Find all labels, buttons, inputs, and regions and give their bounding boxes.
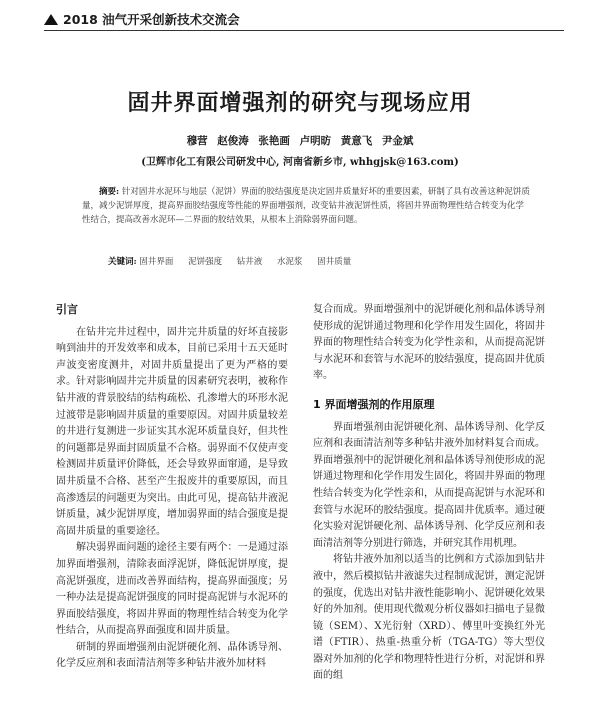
keyword: 固井质量 xyxy=(317,257,352,267)
abstract-label: 摘要: xyxy=(99,187,120,197)
author: 赵俊涛 xyxy=(217,135,249,147)
right-column xyxy=(313,302,545,685)
author-list xyxy=(0,133,600,148)
author: 卢明昉 xyxy=(299,135,332,147)
intro-paragraph: 研制的界面增强剂由泥饼硬化剂、晶体诱导剂、化学反应剂和表面清洁剂等多种钻井液外加材料 xyxy=(56,641,288,670)
intro-heading: 引言 xyxy=(56,303,78,316)
abstract xyxy=(82,185,530,227)
triangle-mark-icon xyxy=(44,14,58,25)
keyword: 水泥浆 xyxy=(277,257,303,267)
keyword: 固井界面 xyxy=(139,257,174,267)
intro-paragraph: 解决弱界面问题的途径主要有两个：一是通过添加界面增强剂，清除表面浮泥饼，降低泥饼厚度，提高泥饼强度，进而改善界面结构，提高界面强度；另一种办法是提高泥饼强度的同时提高泥饼与水泥环的界面胶结强度，将固井界面的物理性结合转变为化学性结合，从而提高界面强度和固井质量。 xyxy=(56,542,288,637)
running-header-text: 2018 油气开采创新技术交流会 xyxy=(63,12,240,27)
left-column xyxy=(56,302,288,673)
affiliation: (卫辉市化工有限公司研发中心, 河南省新乡市, whhgjsk@163.com) xyxy=(141,157,459,168)
intro-paragraph: 在钻井完井过程中，固井完井质量的好坏直接影响到油井的开发效率和成本，目前已采用十五天延时声波变密度测井，对固井质量提出了更为严格的要求。针对影响固井完井质量的因素研究表明，被称作钻井液的背景胶结的结构疏松、孔渗增大的环形水泥过渡带是影响固井质量的重要原因。对固井质量较差的井进行复测进一步证实其水泥环质量良好，但共性的问题都是界面封固质量不合格。弱界面不仅使声变检测固井质量评价降低，还会导致界面窜通，是导致固井质量不合格、甚至产生报废井的重要原因，而且高渗透层的问题更为突出。由此可见，提高钻井液泥饼质量，减少泥饼厚度，增加弱界面的结合强度是提高固井质量的重要途径。 xyxy=(56,326,288,537)
author: 黄意飞 xyxy=(340,135,373,147)
section-1-heading: 1 界面增强剂的作用原理 xyxy=(313,397,435,411)
section-1-paragraph: 界面增强剂由泥饼硬化剂、晶体诱导剂、化学反应剂和表面清洁剂等多种钻井液外加材料复合而成。界面增强剂中的泥饼硬化剂和晶体诱导剂使形成的泥饼通过物理和化学作用发生固化，将固井界面的物理性结合转变为化学性亲和，从而提高泥饼与水泥环和套管与水泥环的胶结强度。提高固井优质率。通过硬化实验对泥饼硬化剂、晶体诱导剂、化学反应剂和表面清洁剂等分别进行筛选，并研究其作用机理。 xyxy=(313,421,545,549)
keywords-label: 关键词: xyxy=(108,257,137,267)
author: 张艳画 xyxy=(258,135,290,147)
author: 穆营 xyxy=(186,135,208,147)
keywords xyxy=(108,255,528,267)
keyword: 钻井液 xyxy=(236,257,263,267)
author: 尹金斌 xyxy=(381,135,414,147)
keyword: 泥饼强度 xyxy=(188,257,223,267)
paper-title: 固井界面增强剂的研究与现场应用 xyxy=(127,91,473,116)
running-header xyxy=(44,8,564,31)
abstract-text: 针对固井水泥环与地层（泥饼）界面的胶结强度是决定固井质量好坏的重要因素，研制了具有改善这种泥饼质量，减少泥饼厚度，提高界面胶结强度等性能的界面增强剂，改变钻井液泥饼性质，将固井界面物理性结合转变为化学性结合，提高改善水泥环—二界面的胶结效果，从根本上消除弱界面问题。 xyxy=(82,187,530,225)
section-1-paragraph: 将钻井液外加剂以适当的比例和方式添加到钻井液中，然后模拟钻井液滤失过程制成泥饼，测定泥饼的强度，优选出对钻井液性能影响小、泥饼硬化效果好的外加剂。使用现代微观分析仪器如扫描电子显微镜（SEM）、X光衍射（XRD）、傅里叶变换红外光谱（FTIR）、热重-热重分析（TGA-TG）等大型仪器对外加剂的化学和物理特性进行分析，对泥饼和界面的组 xyxy=(313,554,545,682)
continued-paragraph: 复合而成。界面增强剂中的泥饼硬化剂和晶体诱导剂使形成的泥饼通过物理和化学作用发生固化，将固井界面的物理性结合转变为化学性亲和，从而提高泥饼与水泥环和套管与水泥环的胶结强度，提高固井优质率。 xyxy=(313,304,545,382)
